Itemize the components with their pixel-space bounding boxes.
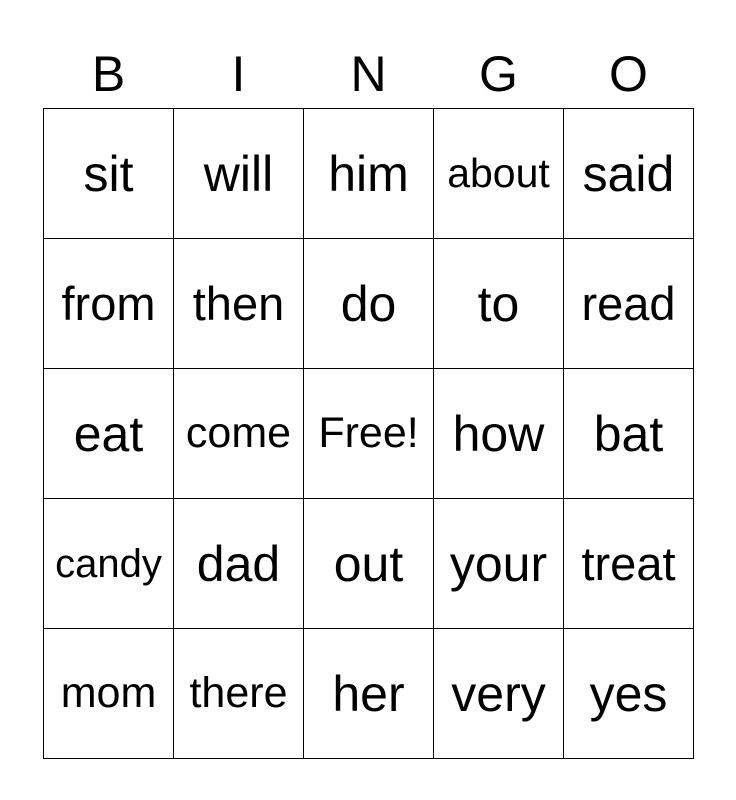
bingo-cell: do [304,239,434,369]
bingo-cell: eat [44,369,174,499]
bingo-cell: bat [564,369,694,499]
bingo-cell: dad [174,499,304,629]
bingo-cell: then [174,239,304,369]
header-letter-o: O [609,46,648,102]
bingo-cell: treat [564,499,694,629]
bingo-cell: to [434,239,564,369]
bingo-cell: from [44,239,174,369]
bingo-cell: her [304,629,434,759]
header-letter-g: G [479,46,518,102]
bingo-cell: out [304,499,434,629]
bingo-cell: mom [44,629,174,759]
bingo-cell: there [174,629,304,759]
bingo-cell: your [434,499,564,629]
bingo-cell: said [564,109,694,239]
bingo-cell: come [174,369,304,499]
bingo-header [44,40,695,108]
bingo-cell: candy [44,499,174,629]
bingo-cell: very [434,629,564,759]
bingo-cell-free: Free! [304,369,434,499]
header-letter-i: I [231,46,246,102]
bingo-cell: how [434,369,564,499]
bingo-grid [43,108,694,759]
header-letter-b: B [91,46,126,102]
bingo-cell: will [174,109,304,239]
bingo-cell: him [304,109,434,239]
bingo-cell: sit [44,109,174,239]
bingo-cell: about [434,109,564,239]
bingo-cell: read [564,239,694,369]
bingo-card [43,40,694,759]
bingo-cell: yes [564,629,694,759]
header-letter-n: N [350,46,387,102]
